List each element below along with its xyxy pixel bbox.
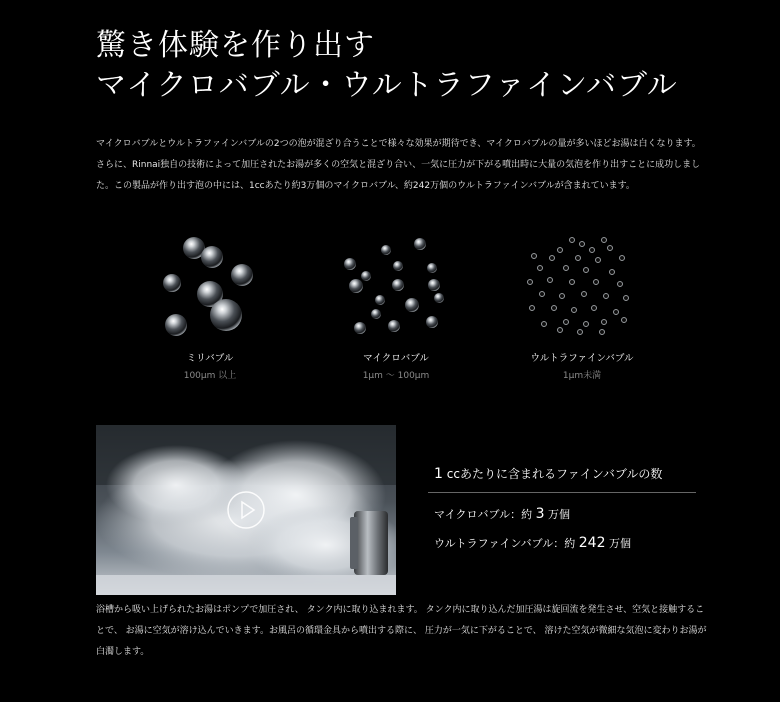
- count-heading-number: 1: [434, 466, 443, 482]
- bubble-name: マイクロバブル: [363, 353, 429, 364]
- play-icon[interactable]: [226, 490, 266, 530]
- intro-line: マイクロバブルとウルトラファインバブルの2つの泡が混ざり合うことで様々な効果が期待でき、マイクロバブルの量が多いほどお湯は白くなります。: [96, 139, 701, 149]
- page-subtitle: マイクロバブル・ウルトラファインバブル: [96, 68, 678, 103]
- page-title: 驚き体験を作り出す: [96, 28, 375, 63]
- bubble-type-milli: [150, 228, 270, 381]
- divider: [428, 492, 696, 493]
- bubble-count-heading: [434, 465, 662, 482]
- count-value: 242: [578, 535, 606, 551]
- intro-text: [96, 134, 701, 197]
- bubble-size: 1μm 〜 100μm: [362, 371, 430, 381]
- ultrafine-bubble-count: [434, 535, 631, 551]
- bubble-size: 1μm未満: [562, 371, 602, 381]
- intro-line: さらに、Rinnai独自の技術によって加圧されたお湯が多くの空気と混ざり合い、一気に圧力が下がる噴出時に大量の気泡を作り出すことに成功しまし: [96, 160, 701, 170]
- micro-bubble-count: [434, 506, 570, 522]
- mechanism-line: 白濁します。: [96, 647, 150, 657]
- count-heading-text: ccあたりに含まれるファインバブルの数: [446, 467, 663, 481]
- bubble-type-micro: [336, 228, 456, 381]
- bubble-type-ultrafine: [522, 228, 642, 381]
- video-thumbnail[interactable]: [96, 425, 396, 595]
- count-unit: 万個: [548, 508, 571, 521]
- intro-line: た。この製品が作り出す泡の中には、1ccあたり約3万個のマイクロバブル、約242万個のウルトラファインバブルが含まれています。: [96, 181, 635, 191]
- count-value: 3: [535, 506, 545, 522]
- count-unit: 万個: [608, 537, 631, 550]
- count-label: ウルトラファインバブル：約: [434, 537, 576, 550]
- milli-bubbles-icon: [150, 228, 270, 350]
- micro-bubbles-icon: [336, 228, 456, 350]
- mechanism-line: 浴槽から吸い上げられたお湯はポンプで加圧され、 タンク内に取り込まれます。 タンク内に取り込んだ加圧湯は旋回流を発生させ、空気と接触するこ: [96, 605, 705, 615]
- bubble-size: 100μm 以上: [183, 371, 237, 381]
- bubble-name: ウルトラファインバブル: [530, 353, 634, 364]
- mechanism-line: とで、 お湯に空気が溶け込んでいきます。お風呂の循環金具から噴出する際に、 圧力が一気に下がることで、 溶けた空気が微細な気泡に変わりお湯が: [96, 626, 707, 636]
- ultrafine-bubbles-icon: [522, 228, 642, 350]
- mechanism-text: [96, 600, 707, 663]
- bubble-name: ミリバブル: [186, 353, 234, 364]
- count-label: マイクロバブル：約: [434, 508, 533, 521]
